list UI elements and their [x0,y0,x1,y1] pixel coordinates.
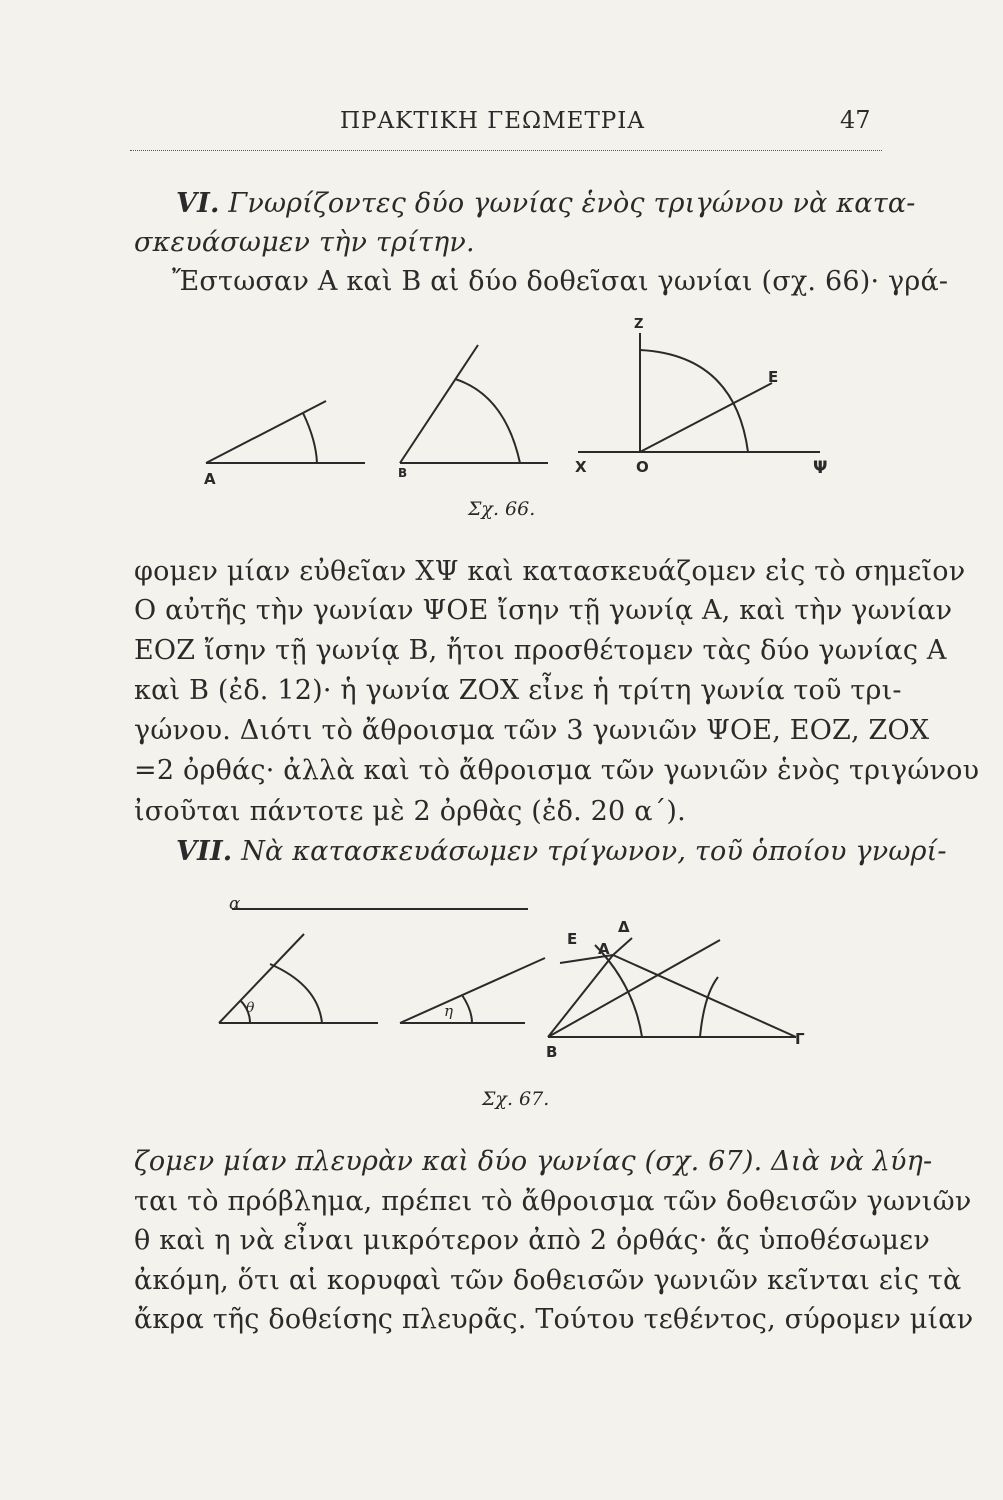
section-6-text-line-1: Ἔστωσαν Α καὶ Β αἱ δύο δοθεῖσαι γωνίαι (σχ. 66)· γρά- [172,266,949,297]
section-6-text-line-4: ΕΟΖ ἴσην τῇ γωνίᾳ Β, ἤτοι προσθέτομεν τὰς δύο γωνίας Α [134,635,947,666]
fig67-theta-side [219,934,304,1023]
section-6-text-line-2: φομεν μίαν εὐθεῖαν ΧΨ καὶ κατασκευάζομεν εἰς τὸ σημεῖον [134,556,966,587]
section-7-heading-text: Νὰ κατασκευάσωμεν τρίγωνον, τοῦ ὁποίου γνωρί- [241,836,947,867]
section-7-heading [176,835,947,869]
fig67-label-gamma: Γ [795,1030,805,1048]
fig67-label-a: A [598,940,610,958]
fig66-label-z: Z [634,317,644,332]
section-7-text-line-5: ἄκρα τῆς δοθείσης πλευρᾶς. Τούτου τεθέντος, σύρομεν μίαν [134,1304,974,1335]
section-6-text-line-8: ἰσοῦται πάντοτε μὲ 2 ὀρθὰς (ἐδ. 20 α΄). [134,796,686,827]
fig67-extension-d [613,938,632,955]
fig67-eta-arc [462,995,472,1023]
fig67-label-e: E [567,930,578,948]
section-6-text-line-6: γώνου. Διότι τὸ ἄθροισμα τῶν 3 γωνιῶν ΨΟΕ, ΕΟΖ, ΖΟΧ [134,715,930,746]
section-6-text-line-5: καὶ Β (ἐδ. 12)· ἡ γωνία ΖΟΧ εἶνε ἡ τρίτη γωνία τοῦ τρι- [134,675,902,706]
fig67-label-eta: η [444,1002,453,1020]
fig66-label-b: B [398,466,408,480]
fig66-angle-a-arc [303,413,317,463]
section-7-text-line-1 [134,1145,932,1179]
fig66-label-psi: Ψ [813,458,828,478]
fig67-side-ba [548,955,613,1037]
section-7-text-line-1-content: ζομεν μίαν πλευρὰν καὶ δύο γωνίας (σχ. 67). Διὰ νὰ λύη- [134,1146,933,1177]
section-6-heading-text: Γνωρίζοντες δύο γωνίας ἑνὸς τριγώνου νὰ κατα- [228,188,916,219]
fig67-arc-g [700,977,718,1037]
fig67-label-alpha: α [229,894,241,914]
fig66-angle-a-side [206,401,326,463]
fig67-eta-side [400,958,545,1023]
fig67-label-theta: θ [246,1000,255,1016]
section-7-text-line-3: θ καὶ η νὰ εἶναι μικρότερον ἀπὸ 2 ὀρθάς· ἄς ὑποθέσωμεν [134,1225,930,1256]
fig66-angle-b-arc [455,379,520,463]
section-7-text-line-4: ἀκόμη, ὅτι αἱ κορυφαὶ τῶν δοθεισῶν γωνιῶν κεῖνται εἰς τὰ [134,1265,962,1296]
running-head-title: ΠΡΑΚΤΙΚΗ ΓΕΩΜΕΤΡΙΑ [340,108,645,134]
fig66-label-o: O [636,458,649,476]
section-6-heading-line-2: σκευάσωμεν τὴν τρίτην. [134,227,475,258]
fig66-label-a: A [204,470,216,488]
section-7-text-line-2: ται τὸ πρόβλημα, πρέπει τὸ ἄθροισμα τῶν δοθεισῶν γωνιῶν [134,1186,972,1217]
fig67-arc-b [595,945,642,1037]
fig66-label-x: X [575,458,587,476]
fig66-angle-b-side [400,345,478,463]
section-7-number: VII. [176,836,233,867]
fig67-label-delta: Δ [618,918,630,936]
section-6-text-line-7: =2 ὀρθάς· ἀλλὰ καὶ τὸ ἄθροισμα τῶν γωνιῶν ἑνὸς τριγώνου [134,755,980,786]
fig67-label-b: B [546,1043,558,1061]
fig67-line-be [548,940,720,1037]
fig66-arc [640,350,748,452]
fig66-label-e: E [768,368,779,386]
fig67-theta-arc [270,964,322,1023]
figure-66-caption: Σχ. 66. [468,498,536,520]
figure-67-caption: Σχ. 67. [482,1088,550,1110]
section-6-text-line-3: Ο αὐτῆς τὴν γωνίαν ΨΟΕ ἴσην τῇ γωνίᾳ Α, καὶ τὴν γωνίαν [134,595,953,626]
fig66-line-oe [640,383,772,452]
section-6-number: VI. [176,188,220,219]
page-number: 47 [840,106,871,134]
